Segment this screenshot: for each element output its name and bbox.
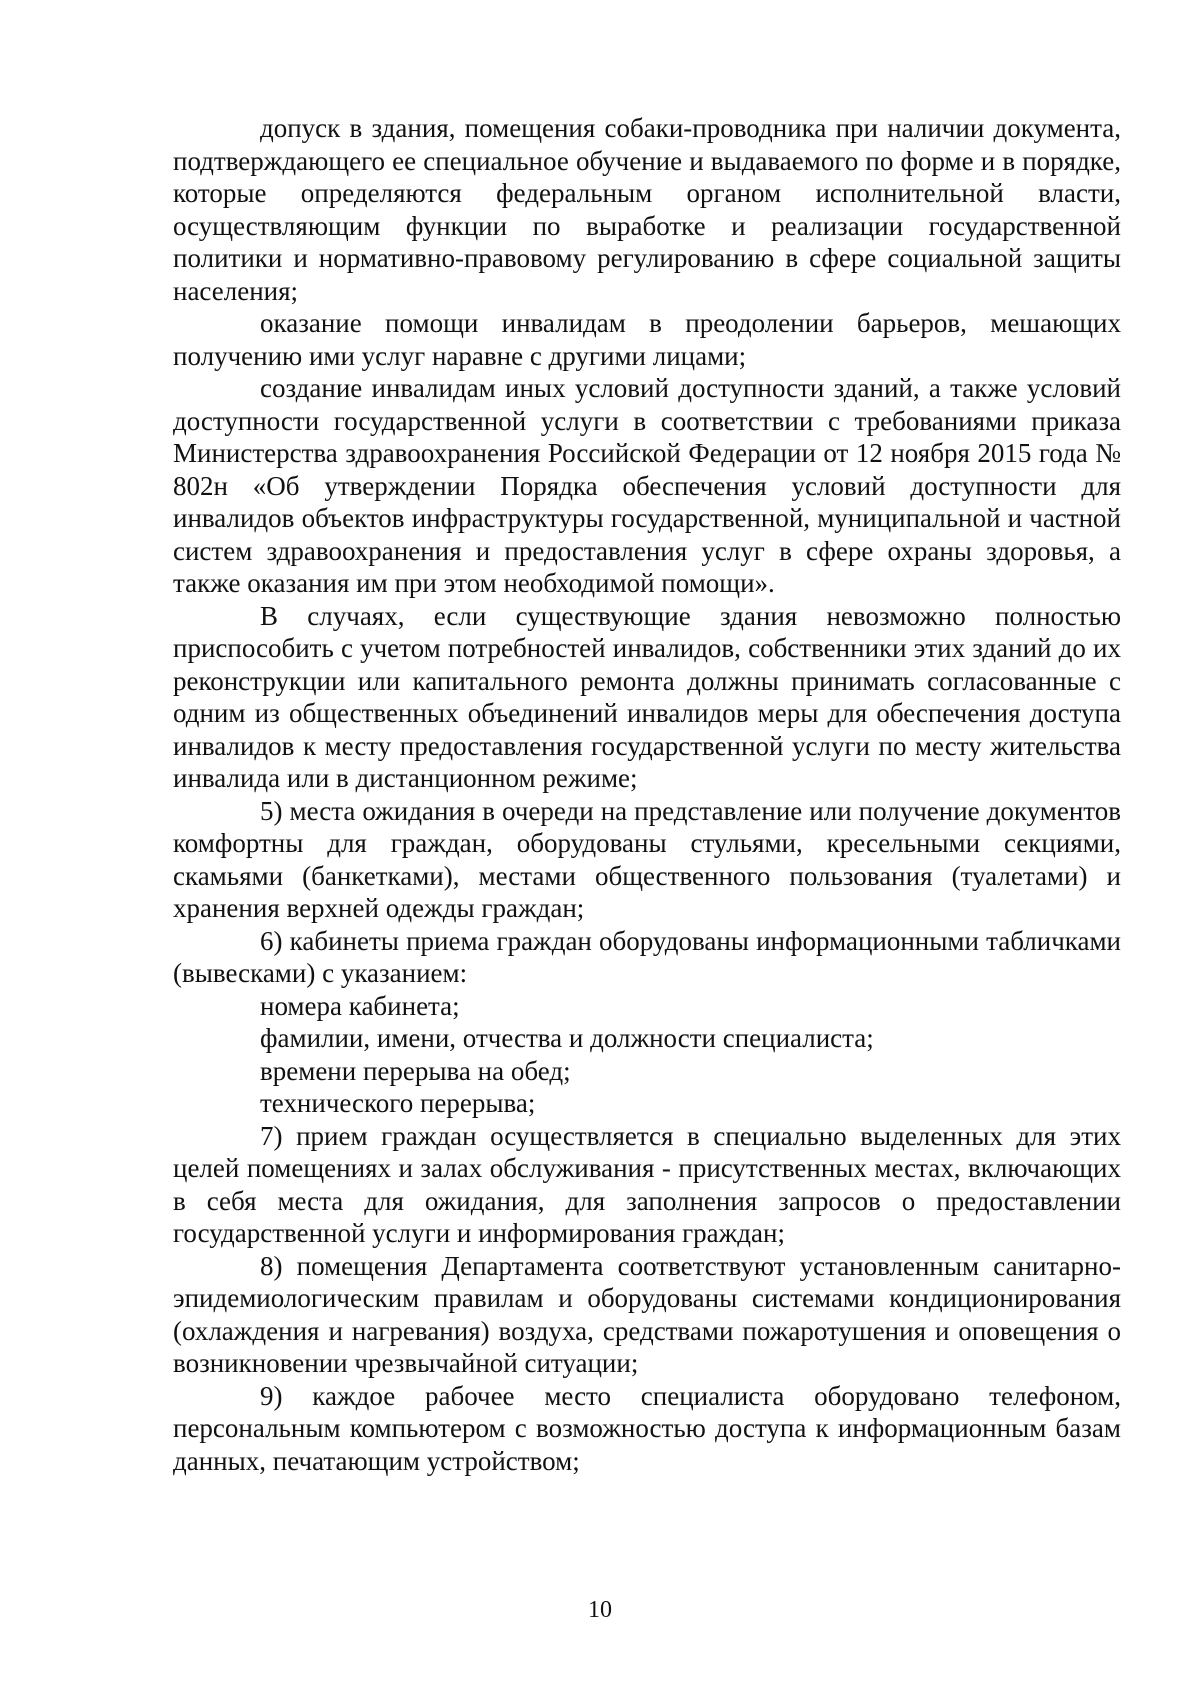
paragraph-item-5-waiting-areas: 5) места ожидания в очереди на представление или получение документов комфортны для граждан, оборудованы стульями, кресельными секциями, скамьями (банкетками), местами общественного пользования (туалетами) и хранения верхней одежды граждан; bbox=[173, 795, 1121, 923]
paragraph-item-7-reception: 7) прием граждан осуществляется в специально выделенных для этих целей помещениях и залах обслуживания - присутственных местах, включающих в себя места для ожидания, для заполнения запросов о предоставлении государственной услуги и информирования граждан; bbox=[173, 1120, 1121, 1248]
page-number: 10 bbox=[588, 1597, 612, 1623]
paragraph-item-9-workplace: 9) каждое рабочее место специалиста оборудовано телефоном, персональным компьютером с возможностью доступа к информационным базам данных, печатающим устройством; bbox=[173, 1380, 1121, 1476]
paragraph-item-8-premises: 8) помещения Департамента соответствуют установленным санитарно-эпидемиологическим правилам и оборудованы системами кондиционирования (охлаждения и нагревания) воздуха, средствами пожаротушения и оповещения о возникновении чрезвычайной ситуации; bbox=[173, 1250, 1121, 1378]
paragraph-accessibility-conditions: создание инвалидам иных условий доступности зданий, а также условий доступности государственной услуги в соответствии с требованиями приказа Министерства здравоохранения Российской Федерации от 12 ноября 2015 года № 802н «Об утверждении Порядка обеспечения условий доступности для инвалидов объектов инфраструктуры государственной, муниципальной и частной систем здравоохранения и предоставления услуг в сфере охраны здоровья, а также оказания им при этом необходимой помощи». bbox=[173, 373, 1121, 598]
paragraph-item-6-reception-rooms: 6) кабинеты приема граждан оборудованы информационными табличками (вывесками) с указанием: bbox=[173, 925, 1121, 988]
list-item-room-number: номера кабинета; bbox=[260, 990, 460, 1021]
paragraph-existing-buildings: В случаях, если существующие здания невозможно полностью приспособить с учетом потребностей инвалидов, собственники этих зданий до их реконструкции или капитального ремонта должны принимать согласованные с одним из общественных объединений инвалидов меры для обеспечения доступа инвалидов к месту предоставления государственной услуги по месту жительства инвалида или в дистанционном режиме; bbox=[173, 600, 1121, 793]
list-item-technical-break: технического перерыва; bbox=[260, 1088, 536, 1118]
paragraph-barrier-assistance: оказание помощи инвалидам в преодолении барьеров, мешающих получению ими услуг наравне с другими лицами; bbox=[173, 308, 1121, 371]
body-text bbox=[173, 112, 1121, 1477]
list-item-specialist-name: фамилии, имени, отчества и должности специалиста; bbox=[260, 1023, 874, 1053]
list-item-lunch-break: времени перерыва на обед; bbox=[260, 1055, 571, 1086]
paragraph-guide-dog-access: допуск в здания, помещения собаки-проводника при наличии документа, подтверждающего ее специальное обучение и выдаваемого по форме и в порядке, которые определяются федеральным органом исполнительной власти, осуществляющим функции по выработке и реализации государственной политики и нормативно-правовому регулированию в сфере социальной защиты населения; bbox=[173, 113, 1121, 306]
